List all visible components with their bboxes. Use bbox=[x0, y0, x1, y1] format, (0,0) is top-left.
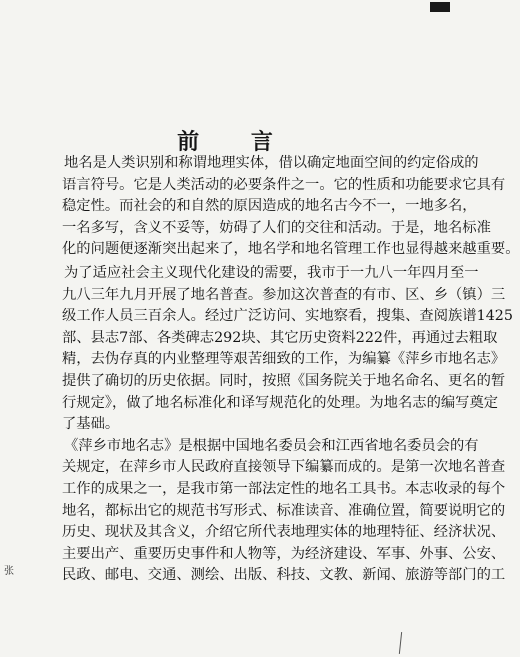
text-line: 稳定性。而社会的和自然的原因造成的地名古今不一，一地多名， bbox=[62, 198, 477, 215]
text-line: 了基础。 bbox=[62, 416, 120, 433]
paragraph-1 bbox=[62, 153, 520, 261]
text-line: 提供了确切的历史依据。同时，按照《国务院关于地名命名、更名的暂 bbox=[62, 372, 506, 389]
text-line: 主要出产、重要历史事件和人物等，为经济建设、军事、外事、公安、 bbox=[62, 545, 506, 562]
page-title: 前 言 bbox=[177, 128, 295, 155]
text-line: 《萍乡市地名志》是根据中国地名委员会和江西省地名委员会的有 bbox=[64, 437, 479, 454]
text-line: 地名是人类识别和称谓地理实体，借以确定地面空间的约定俗成的 bbox=[64, 155, 479, 171]
corner-mark bbox=[430, 2, 450, 12]
margin-mark: 张 bbox=[4, 566, 14, 577]
scan-scratch bbox=[399, 632, 402, 654]
text-line: 语言符号。它是人类活动的必要条件之一。它的性质和功能要求它具有 bbox=[62, 176, 506, 193]
text-line: 工作的成果之一，是我市第一部法定性的地名工具书。本志收录的每个 bbox=[62, 480, 506, 497]
text-line: 部、县志7部、各类碑志292块、其它历史资料222件，再通过去粗取 bbox=[62, 329, 498, 346]
text-line: 行规定》，做了地名标准化和译写规范化的处理。为地名志的编写奠定 bbox=[62, 394, 499, 411]
text-line: 化的问题便逐渐突出起来了，地名学和地名管理工作也显得越来越重要。 bbox=[62, 241, 520, 258]
text-line: 级工作人员三百余人。经过广泛访问、实地察看，搜集、查阅族谱1425 bbox=[62, 308, 513, 325]
paragraph-2 bbox=[62, 263, 513, 436]
text-line: 九八三年九月开展了地名普查。参加这次普查的有市、区、乡（镇）三 bbox=[62, 286, 506, 303]
text-line: 历史、现状及其含义，介绍它所代表地理实体的地理特征、经济状况、 bbox=[62, 524, 506, 541]
text-line: 民政、邮电、交通、测绘、出版、科技、文教、新闻、旅游等部门的工 bbox=[62, 567, 506, 584]
paragraph-3 bbox=[62, 436, 506, 587]
text-line: 关规定，在萍乡市人民政府直接领导下编纂而成的。是第一次地名普查 bbox=[62, 459, 506, 476]
text-line: 地名，都标出它的规范书写形式、标准读音、准确位置，简要说明它的 bbox=[62, 502, 506, 519]
preface-body bbox=[62, 153, 520, 587]
text-line: 一名多写，含义不妥等，妨碍了人们的交往和活动。于是，地名标准 bbox=[62, 219, 491, 236]
text-line: 为了适应社会主义现代化建设的需要，我市于一九八一年四月至一 bbox=[64, 264, 479, 281]
text-line: 精，去伪存真的内业整理等艰苦细致的工作，为编纂《萍乡市地名志》 bbox=[62, 351, 506, 368]
